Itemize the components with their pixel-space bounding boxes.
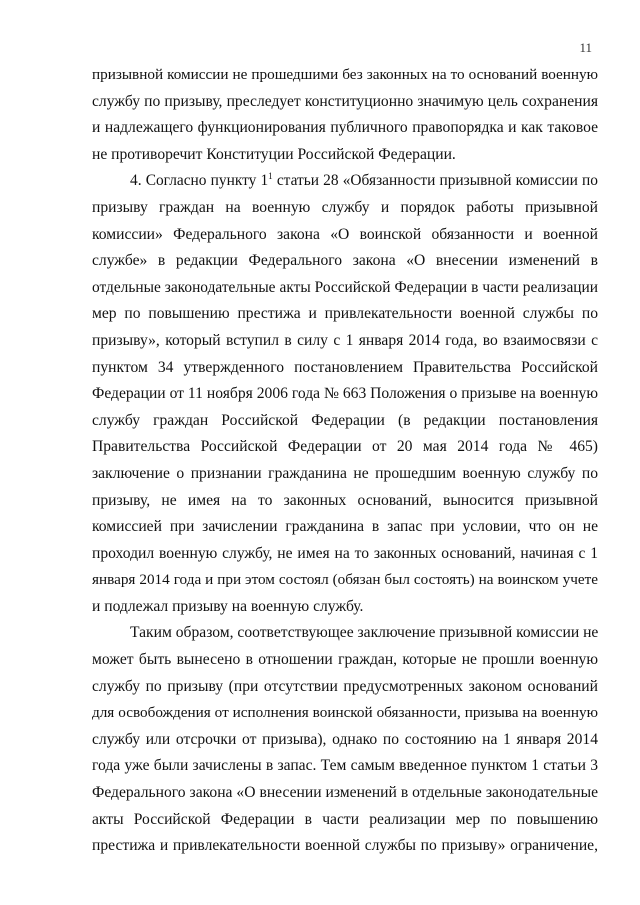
text-line: пунктом 34 утвержденного постановлением Правительства Российской <box>92 358 598 376</box>
text-line: может быть вынесено в отношении граждан, которые не прошли военную <box>92 651 598 669</box>
text-line: призывной комиссии не прошедшими без законных на то оснований военную <box>92 66 598 83</box>
text-line: Таким образом, соответствующее заключение призывной комиссии не <box>130 624 599 642</box>
text-line: не противоречит Конституции Российской Федерации. <box>92 145 456 163</box>
text-line-with-footnote <box>92 168 598 195</box>
text-line: службу по призыву, преследует конституционно значимую цель сохранения <box>92 92 598 110</box>
text-line: Федерального закона «О внесении изменений в отдельные законодательные <box>92 784 598 802</box>
text-line: Федерации от 11 ноября 2006 года № 663 Положения о призыве на военную <box>92 385 598 403</box>
text-line: проходил военную службу, не имея на то законных оснований, начиная с 1 <box>92 544 598 562</box>
text-line: призыву граждан на военную службу и порядок работы призывной <box>92 198 598 216</box>
text-fragment: 4. Согласно пункту 1 <box>130 172 269 190</box>
paragraph-2 <box>92 168 598 620</box>
text-line: призыву, не имея на то законных оснований, выносится призывной <box>92 491 598 509</box>
text-line: отдельные законодательные акты Российской Федерации в части реализации <box>92 278 598 296</box>
text-line: комиссии» Федерального закона «О воинской обязанности и военной <box>92 225 598 243</box>
text-line: службу или отсрочки от призыва), однако по состоянию на 1 января 2014 <box>92 730 598 748</box>
text-line: службе» в редакции Федерального закона «О внесении изменений в <box>92 252 598 270</box>
text-line: престижа и привлекательности военной службы по призыву» ограничение, <box>92 837 598 855</box>
text-line: призыву», который вступил в силу с 1 января 2014 года, во взаимосвязи с <box>92 331 598 349</box>
text-line: комиссией при зачислении гражданина в запас при условии, что он не <box>92 518 598 536</box>
text-line: службу граждан Российской Федерации (в редакции постановления <box>92 411 598 429</box>
text-line: службу по призыву (при отсутствии предусмотренных законом оснований <box>92 677 598 695</box>
text-line: акты Российской Федерации в части реализации мер по повышению <box>92 810 598 828</box>
paragraph-1 <box>92 62 598 168</box>
text-line: мер по повышению престижа и привлекательности военной службы по <box>92 305 598 323</box>
paragraph-3 <box>92 620 598 859</box>
text-line: и подлежал призыву на военную службу. <box>92 597 364 615</box>
document-body <box>92 62 598 860</box>
superscript-mark: 1 <box>268 171 273 182</box>
text-line: января 2014 года и при этом состоял (обязан был состоять) на воинском учете <box>92 571 598 589</box>
text-line: Правительства Российской Федерации от 20 мая 2014 года № 465) <box>92 438 598 456</box>
page-number: 11 <box>579 40 592 55</box>
text-line: года уже были зачислены в запас. Тем самым введенное пунктом 1 статьи 3 <box>92 757 598 775</box>
text-line: для освобождения от исполнения воинской обязанности, призыва на военную <box>92 704 598 722</box>
text-line: заключение о признании гражданина не прошедшим военную службу по <box>92 464 598 482</box>
text-fragment: статьи 28 «Обязанности призывной комиссии по <box>272 172 598 190</box>
text-line: и надлежащего функционирования публичного правопорядка и как таковое <box>92 119 598 137</box>
